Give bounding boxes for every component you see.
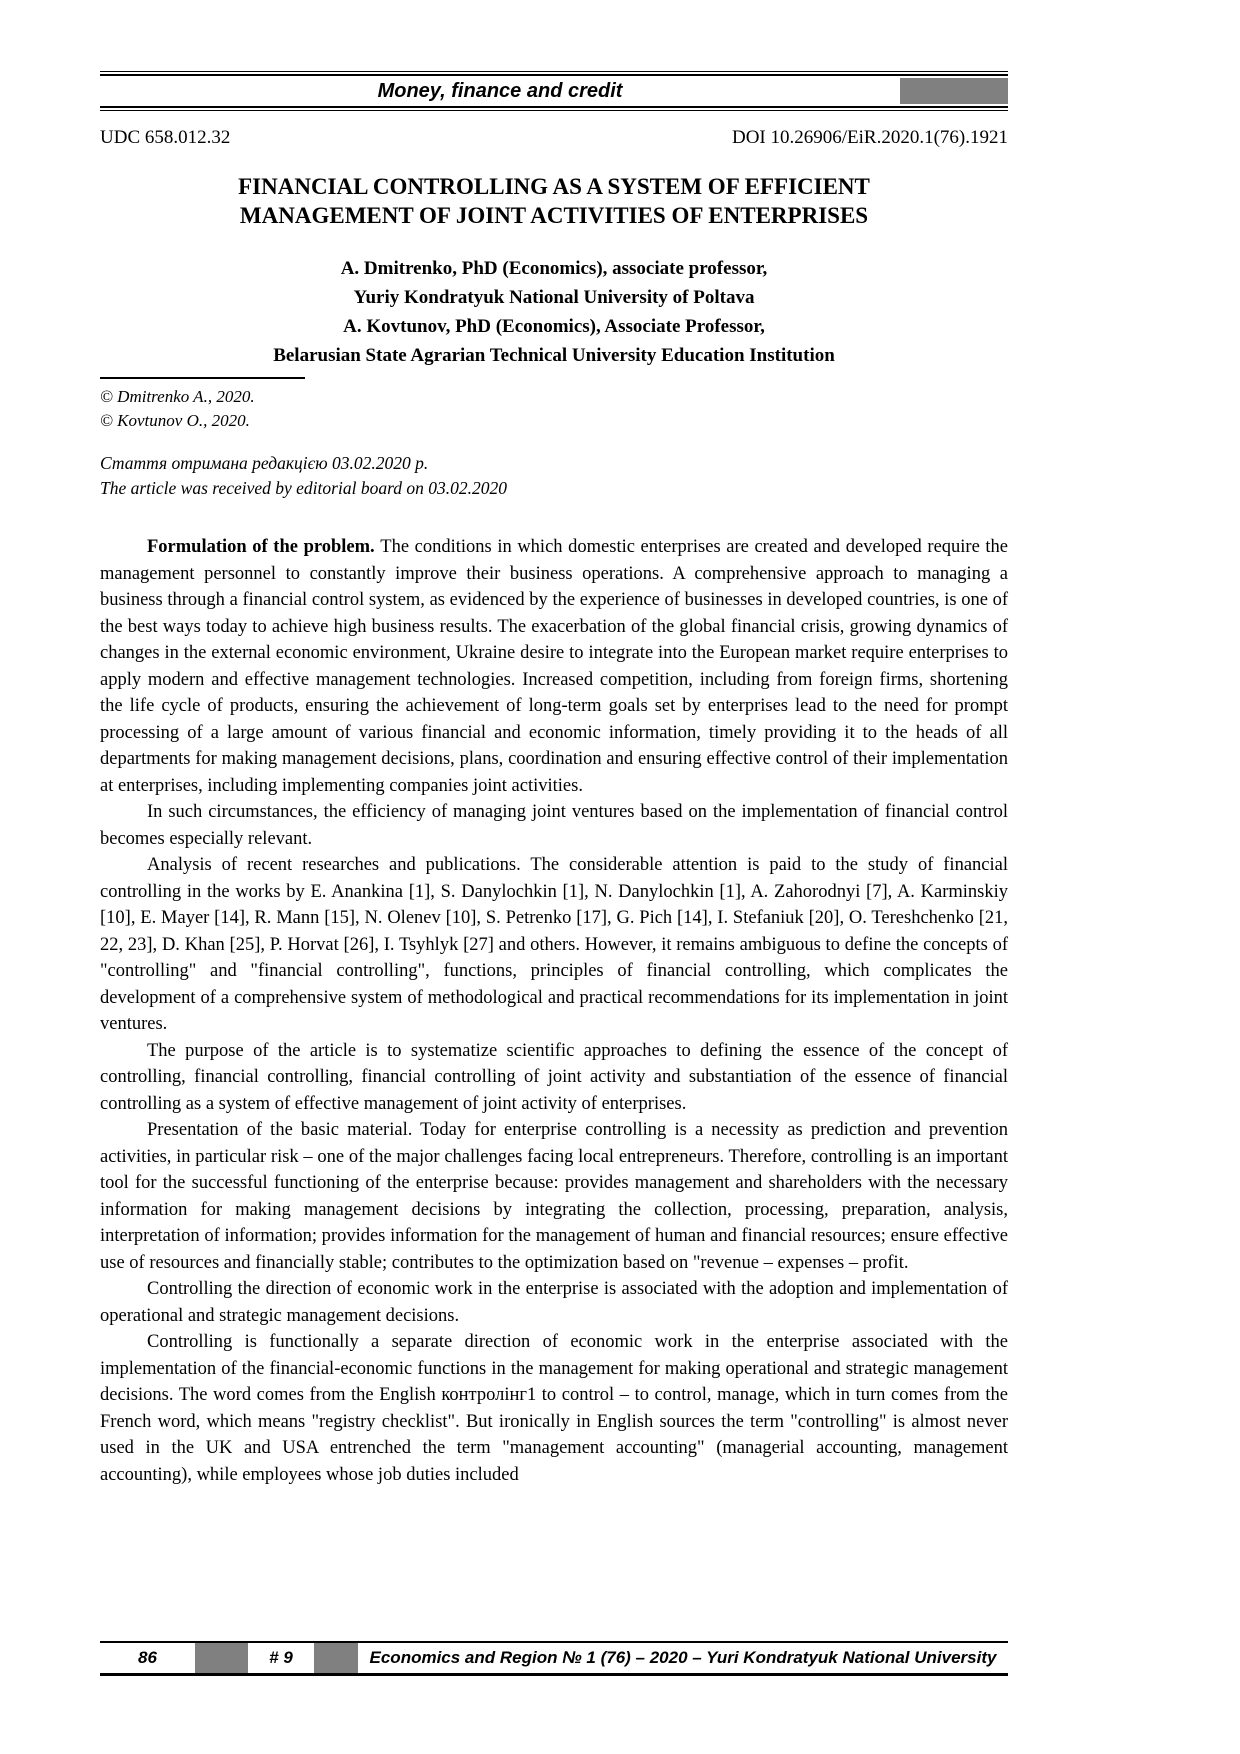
author-affiliation: Belarusian State Agrarian Technical University Education Institution xyxy=(273,345,835,366)
authors-block xyxy=(100,254,1008,370)
page-content xyxy=(100,0,1008,1488)
footer-gray-block xyxy=(314,1643,358,1673)
paragraph-text: The purpose of the article is to systematize scientific approaches to defining the essence of the concept of controlling, financial controlling, financial controlling of joint activity and substantiation of the essence of financial controlling as a system of effective management of joint activity of enterprises. xyxy=(100,1040,1008,1114)
author-line: A. Kovtunov, PhD (Economics), Associate Professor, xyxy=(343,316,765,337)
received-block xyxy=(100,451,1008,501)
paragraph xyxy=(100,1276,1008,1329)
paragraph xyxy=(100,1329,1008,1488)
section-header xyxy=(100,71,1008,111)
meta-row xyxy=(100,127,1008,149)
copyright-line: © Dmitrenko A., 2020. xyxy=(100,387,255,406)
udc-label: UDC 658.012.32 xyxy=(100,127,231,148)
paragraph xyxy=(100,852,1008,1038)
journal-title: Economics and Region № 1 (76) – 2020 – Yuri Kondratyuk National University xyxy=(369,1648,997,1667)
paragraph xyxy=(100,534,1008,799)
header-rule-bottom xyxy=(100,106,1008,111)
paragraph-lead: Formulation of the problem. xyxy=(147,537,381,557)
paragraph-text: Presentation of the basic material. Today for enterprise controlling is a necessity as prediction and prevention activities, in particular risk – one of the major challenges facing local entrepreneurs. Therefore, controlling is an important tool for the successful functioning of the enterprise because: provides management and shareholders with the necessary information for making management decisions by integrating the collection, processing, preparation, analysis, interpretation of information; provides information for the management of human and financial resources; ensure effective use of resources and financially stable; contributes to the optimization based on "revenue – expenses – profit. xyxy=(100,1120,1008,1273)
copyright-rule xyxy=(100,377,305,379)
paragraph-text: The conditions in which domestic enterprises are created and developed require the management personnel to constantly improve their business operations. A comprehensive approach to managing a business through a financial control system, as evidenced by the experience of businesses in developed countries, is one of the best ways today to achieve high business results. The exacerbation of the global financial crisis, growing dynamics of changes in the external economic environment, Ukraine desire to integrate into the European market require enterprises to apply modern and effective management technologies. Increased competition, including from foreign firms, shortening the life cycle of products, ensuring the achievement of long-term goals set by enterprises lead to the need for prompt processing of a large amount of various financial and economic information, timely providing it to the heads of all departments for making management decisions, plans, coordination and ensuring effective control of their implementation at enterprises, including implementing companies joint activities. xyxy=(100,537,1008,796)
issue-number: # 9 xyxy=(269,1648,293,1667)
paragraph-text: Analysis of recent researches and publications. The considerable attention is paid to the study of financial controlling in the works by E. Anankina [1], S. Danylochkin [1], N. Danylochkin [1], A. Zahorodnyi [7], A. Karminskiy [10], E. Mayer [14], R. Mann [15], N. Olenev [10], S. Petrenko [17], G. Pich [14], I. Stefaniuk [20], O. Tereshchenko [21, 22, 23], D. Khan [25], P. Horvat [26], I. Tsyhlyk [27] and others. However, it remains ambiguous to define the concepts of "controlling" and "financial controlling", functions, principles of financial controlling, which complicates the development of a comprehensive system of methodological and practical recommendations for its implementation in joint ventures. xyxy=(100,855,1008,1034)
section-title: Money, finance and credit xyxy=(377,79,623,102)
article-body xyxy=(100,534,1008,1488)
received-line-en: The article was received by editorial board on 03.02.2020 xyxy=(100,478,507,498)
footer-gray-block xyxy=(195,1643,248,1673)
paragraph-text: Controlling is functionally a separate direction of economic work in the enterprise associated with the implementation of the financial-economic functions in the management for making operational and strategic management decisions. The word comes from the English контролінг1 to control – to control, manage, which in turn comes from the French word, which means "registry checklist". But ironically in English sources the term "controlling" is almost never used in the UK and USA entrenched the term "management accounting" (managerial accounting, management accounting), while employees whose job duties included xyxy=(100,1332,1008,1485)
received-line-uk: Стаття отримана редакцією 03.02.2020 р. xyxy=(100,453,429,473)
page-number: 86 xyxy=(138,1648,157,1667)
paragraph xyxy=(100,799,1008,852)
article-title-line: MANAGEMENT OF JOINT ACTIVITIES OF ENTERPRISES xyxy=(239,203,869,228)
header-banner xyxy=(100,76,1008,106)
copyright-line: © Kovtunov O., 2020. xyxy=(100,411,250,430)
page-footer xyxy=(100,1641,1008,1676)
doi-label: DOI 10.26906/EiR.2020.1(76).1921 xyxy=(731,127,1008,148)
paragraph-text: In such circumstances, the efficiency of managing joint ventures based on the implementation of financial control becomes especially relevant. xyxy=(100,802,1008,849)
copyright-block xyxy=(100,377,1008,433)
article-title xyxy=(100,172,1008,230)
paragraph-text: Controlling the direction of economic work in the enterprise is associated with the adoption and implementation of operational and strategic management decisions. xyxy=(100,1279,1008,1326)
article-title-line: FINANCIAL CONTROLLING AS A SYSTEM OF EFFICIENT xyxy=(238,174,870,199)
header-gray-block xyxy=(900,78,1008,104)
author-line: A. Dmitrenko, PhD (Economics), associate professor, xyxy=(340,258,768,279)
author-affiliation: Yuriy Kondratyuk National University of Poltava xyxy=(353,287,755,308)
paragraph xyxy=(100,1117,1008,1276)
paragraph xyxy=(100,1038,1008,1118)
